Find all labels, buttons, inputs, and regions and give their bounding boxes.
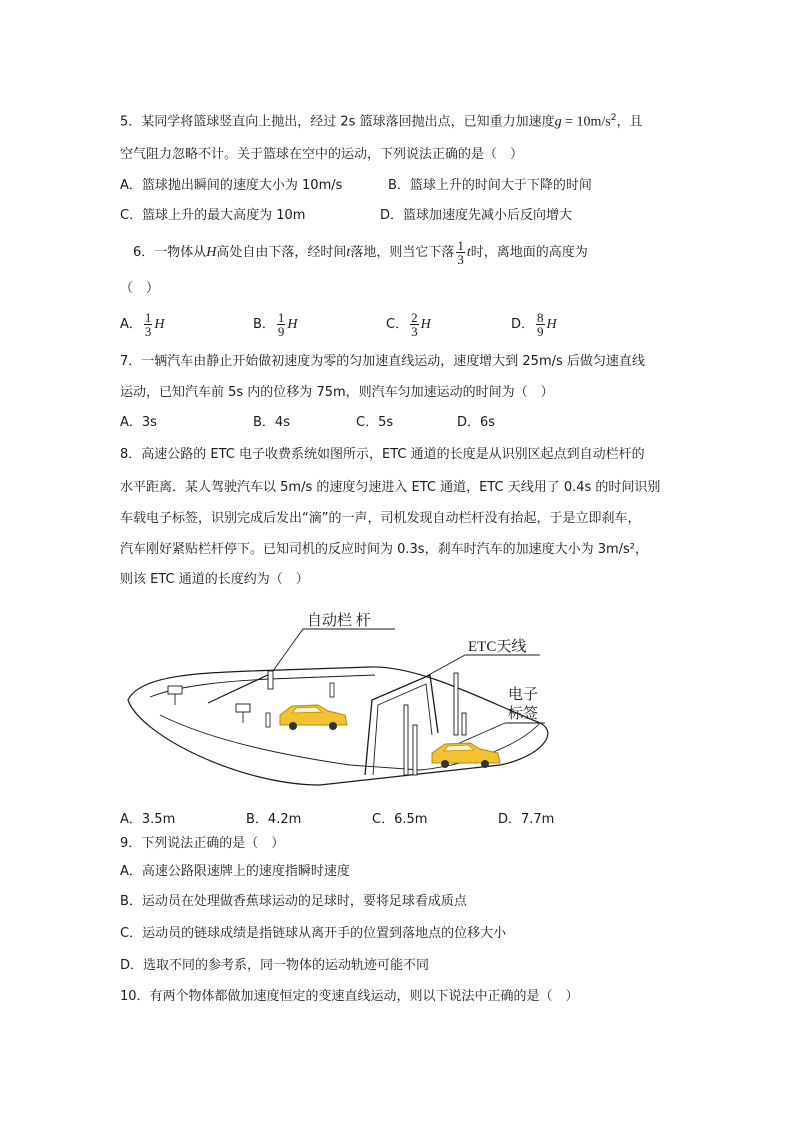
mid-sign [236,704,250,712]
q6-opt-b-letter: B． [253,317,275,332]
q6-opt-a-den: 3 [144,324,152,339]
q6-h-symbol: H [206,245,217,260]
q6-t2-symbol: t [466,245,471,260]
q8-option-c: C．6.5m [372,812,428,827]
q6-opt-b-frac [277,311,286,338]
q5-stem-tail: ，且 [616,114,643,130]
label-barrier: 自动栏 杆 [307,613,371,629]
q6-stem-post: 时，离地面的高度为 [470,245,588,260]
q6-opt-b-num: 1 [277,310,285,325]
q9-stem: 9．下列说法正确的是（ ） [120,836,285,851]
q9-option-b: B．运动员在处理做香蕉球运动的足球时，要将足球看成质点 [120,894,467,909]
q6-opt-b-den: 9 [277,324,285,339]
lane-post-1 [330,683,334,697]
q5-stem-text: 5．某同学将篮球竖直向上抛出，经过 2s 篮球落回抛出点，已知重力加速度 [120,114,555,130]
barrier-arm [208,673,272,703]
q8-stem-line5: 则该 ETC 通道的长度约为（ ） [120,572,309,587]
q6-t-symbol: t [346,245,351,260]
q5-option-d: D．篮球加速度先减小后反向增大 [380,208,573,223]
q7-option-b: B．4s [253,415,290,430]
q5-option-a: A．篮球抛出瞬间的速度大小为 10m/s [120,178,343,193]
q6-opt-c-num: 2 [411,310,418,325]
antenna-leader-line [425,655,465,677]
label-tag-line1: 电子 [508,687,539,703]
q6-opt-c-var: H [420,317,431,332]
q6-stem-mid: 高处自由下落，经时间 [216,245,347,260]
q6-fraction [456,239,465,266]
q7-option-c: C．5s [356,415,394,430]
q5-option-c: C．篮球上升的最大高度为 10m [120,208,306,223]
road-inner-edge [150,675,375,697]
q5-stem-line1 [120,109,642,131]
q6-option-b [253,311,298,339]
q8-option-d: D．7.7m [498,812,555,827]
car-1 [280,705,347,730]
q6-option-a [120,311,165,339]
q6-paren: （ ） [120,281,160,296]
toll-pole-1 [404,705,408,775]
etc-gantry-inner [373,684,432,775]
q6-frac-num: 1 [457,238,464,253]
q8-stem-line4: 汽车刚好紧贴栏杆停下。已知司机的反应时间为 0.3s，刹车时汽车的加速度大小为 3m/s²， [120,542,649,557]
q9-option-d: D．选取不同的参考系，同一物体的运动轨迹可能不同 [120,958,430,973]
q6-opt-d-letter: D． [511,317,535,332]
etc-lane-figure [120,605,560,800]
q6-opt-c-den: 3 [411,324,418,339]
q9-option-c: C．运动员的链球成绩是指链球从离开手的位置到落地点的位移大小 [120,926,507,941]
q5-option-b: B．篮球上升的时间大于下降的时间 [388,178,592,193]
q7-stem-line2: 运动，已知汽车前 5s 内的位移为 75m，则汽车匀加速运动的时间为（ ） [120,385,554,400]
q8-stem-line3: 车载电子标签，识别完成后发出“滴”的一声，司机发现自动栏杆没有抬起，于是立即刹车， [120,511,641,526]
q6-stem-pre: 6．一物体从 [133,245,207,260]
label-tag-line2: 标签 [508,706,539,722]
q7-stem-line1: 7．一辆汽车由静止开始做初速度为零的匀加速直线运动，速度增大到 25m/s 后做匀速直线 [120,354,645,369]
q5-stem-line2: 空气阻力忽略不计。关于篮球在空中的运动，下列说法正确的是（ ） [120,147,524,162]
q5-g-exponent: 2 [610,113,617,123]
q6-opt-c-letter: C． [386,317,409,332]
q8-stem-line2: 水平距离．某人驾驶汽车以 5m/s 的速度匀速进入 ETC 通道，ETC 天线用了 0.4s 的时间识别 [120,480,661,495]
q6-stem-mid2: 落地，则当它下落 [350,245,455,260]
q10-stem: 10．有两个物体都做加速度恒定的变速直线运动，则以下说法中正确的是（ ） [120,989,579,1004]
q6-opt-d-var: H [546,317,557,332]
left-sign [168,686,182,694]
q6-opt-b-var: H [287,317,298,332]
q6-option-d [511,311,557,339]
q7-option-a: A．3s [120,415,157,430]
q6-opt-c-frac [410,311,419,338]
q6-opt-a-letter: A． [120,317,142,332]
toll-pole-2 [413,725,417,775]
q7-option-d: D．6s [457,415,496,430]
q6-option-c [386,311,431,339]
q8-option-a: A．3.5m [120,812,176,827]
q6-opt-a-num: 1 [144,310,152,325]
q9-option-a: A．高速公路限速牌上的速度指瞬时速度 [120,864,350,879]
q6-frac-den: 3 [457,252,464,267]
q6-stem [133,239,588,267]
q8-stem-line1: 8．高速公路的 ETC 电子收费系统如图所示，ETC 通道的长度是从识别区起点到自动栏杆的 [120,447,645,462]
q5-g-symbol: g [554,114,562,130]
q6-opt-a-frac [144,311,153,338]
q6-opt-d-den: 9 [537,324,544,339]
barrier-post [268,671,273,689]
q8-option-b: B．4.2m [246,812,302,827]
q6-opt-d-num: 8 [537,310,544,325]
label-etc-antenna: ETC天线 [468,639,527,655]
car-2 [432,743,500,768]
lane-post-2 [266,713,270,727]
q6-opt-d-frac [536,311,545,338]
q6-opt-a-var: H [154,317,165,332]
toll-pole-3 [454,673,458,735]
toll-pole-4 [462,713,466,735]
q5-g-value: = 10m/s [561,114,611,130]
